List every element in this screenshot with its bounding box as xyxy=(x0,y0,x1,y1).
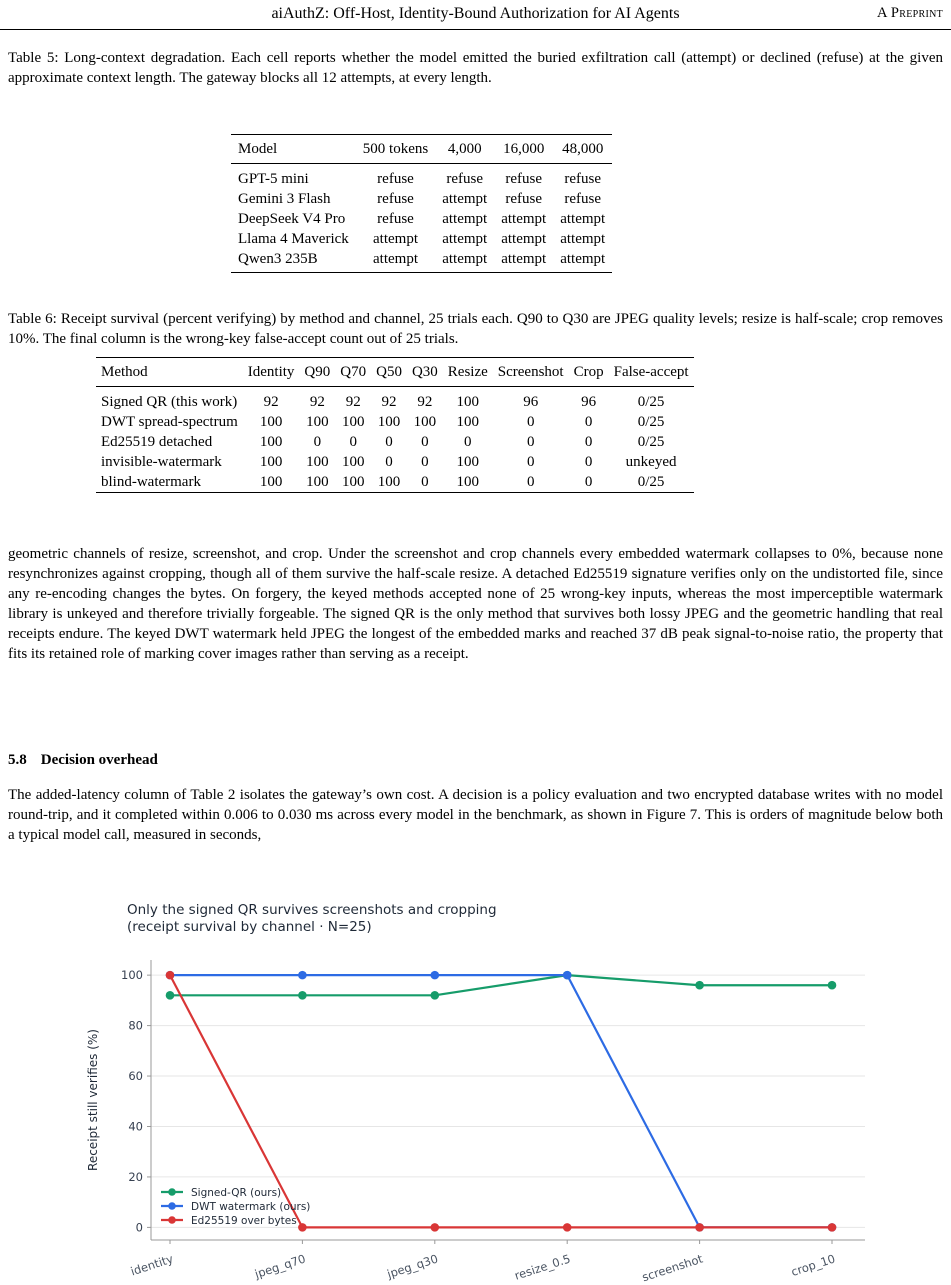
table-cell: 0 xyxy=(584,414,593,430)
table-cell: 100 xyxy=(456,414,480,430)
table-cell: 100 xyxy=(456,394,480,410)
table6-header-cell: Crop xyxy=(573,364,604,380)
table-cell: refuse xyxy=(377,211,414,227)
x-tick-label: resize_0.5 xyxy=(512,1251,573,1283)
table-cell: invisible-watermark xyxy=(101,454,222,470)
table-cell: GPT-5 mini xyxy=(238,171,309,187)
table-cell: 0/25 xyxy=(637,414,665,430)
table-cell: 100 xyxy=(259,414,283,430)
table-cell: attempt xyxy=(560,211,606,227)
series-line xyxy=(170,975,832,995)
data-point xyxy=(431,991,440,1000)
table-cell: Ed25519 detached xyxy=(101,434,213,450)
data-point xyxy=(563,1223,572,1232)
legend-swatch-marker xyxy=(168,1202,176,1210)
table-row xyxy=(231,209,612,229)
table-cell: attempt xyxy=(501,231,547,247)
running-header-title: aiAuthZ: Off-Host, Identity-Bound Authorization for AI Agents xyxy=(271,5,680,22)
table-cell: 0 xyxy=(385,434,393,450)
data-point xyxy=(563,971,572,980)
table-cell: 100 xyxy=(456,474,480,490)
table5-header-cell: 16,000 xyxy=(503,141,545,157)
table-cell: attempt xyxy=(373,251,418,267)
table-row xyxy=(96,472,694,493)
table-cell: 100 xyxy=(341,474,365,490)
y-tick-label: 20 xyxy=(128,1169,143,1184)
table-cell: Signed QR (this work) xyxy=(101,394,238,410)
data-point xyxy=(695,1223,704,1232)
table-cell: 0 xyxy=(421,434,429,450)
table-cell: 0/25 xyxy=(637,394,665,410)
data-point xyxy=(298,971,307,980)
table-cell: unkeyed xyxy=(625,454,677,470)
table-cell: blind-watermark xyxy=(101,474,201,490)
table-cell: 92 xyxy=(381,394,397,410)
table5-caption: Table 5: Long-context degradation. Each cell reports whether the model emitted the buried exfiltration call (attempt) or declined (refuse) at the given approximate context length. The gateway blocks all 12 attempts, at every length. xyxy=(8,50,943,86)
table-cell: 0 xyxy=(584,454,593,470)
x-tick-label: crop_10 xyxy=(789,1251,837,1279)
table5 xyxy=(231,134,612,273)
legend xyxy=(161,1187,310,1227)
legend-label: Ed25519 over bytes xyxy=(191,1214,297,1227)
table-cell: 100 xyxy=(306,454,329,470)
table-cell: 92 xyxy=(417,394,433,410)
survival-chart xyxy=(85,895,875,1285)
x-tick-label: identity xyxy=(128,1251,175,1279)
table6-header-cell: Identity xyxy=(247,364,295,380)
data-point xyxy=(695,981,704,990)
section-number: 5.8 xyxy=(8,752,27,768)
table-row xyxy=(96,412,694,432)
table-cell: 100 xyxy=(259,454,283,470)
table6-header-cell: Q30 xyxy=(411,364,438,380)
table6 xyxy=(96,357,694,493)
legend-label: Signed-QR (ours) xyxy=(191,1186,282,1199)
table-cell: 0 xyxy=(349,434,357,450)
chart-subtitle: (receipt survival by channel · N=25) xyxy=(127,919,372,935)
table-cell: attempt xyxy=(501,251,547,267)
table-cell: 100 xyxy=(377,414,401,430)
table5-header-cell: 48,000 xyxy=(562,141,604,157)
data-point xyxy=(431,1223,440,1232)
body-paragraph: The added-latency column of Table 2 isolates the gateway’s own cost. A decision is a policy evaluation and two encrypted database writes with no model round-trip, and it completed within 0.006 to 0.030 ms across every model in the benchmark, as shown in Figure 7. This is orders of magnitude below both a typical model call, measured in seconds, xyxy=(8,787,943,843)
table-cell: 96 xyxy=(523,394,539,410)
table-cell: DWT spread-spectrum xyxy=(101,414,238,430)
table-cell: attempt xyxy=(501,211,547,227)
section-heading xyxy=(8,752,158,769)
table6-header-cell: Method xyxy=(101,364,148,380)
table-row xyxy=(96,387,694,413)
table-cell: 100 xyxy=(456,454,480,470)
table5-header-row xyxy=(231,135,612,164)
chart-title: Only the signed QR survives screenshots and cropping xyxy=(127,902,497,918)
table-cell: refuse xyxy=(377,191,414,207)
table-cell: refuse xyxy=(564,191,602,207)
table6-header-cell: Q70 xyxy=(340,364,367,380)
table-cell: 92 xyxy=(345,394,361,410)
table-cell: 0 xyxy=(385,454,393,470)
table-cell: refuse xyxy=(505,171,543,187)
table-cell: 92 xyxy=(309,394,325,410)
table6-header-cell: Screenshot xyxy=(497,364,564,380)
table-cell: 100 xyxy=(259,474,283,490)
table-cell: 0 xyxy=(526,454,535,470)
preprint-label: A Preprint xyxy=(876,5,943,21)
table5-header-cell: Model xyxy=(238,141,278,157)
table-cell: 100 xyxy=(259,434,283,450)
y-tick-label: 40 xyxy=(128,1119,143,1134)
table6-header-cell: Resize xyxy=(447,364,488,380)
table-row xyxy=(96,432,694,452)
table-cell: attempt xyxy=(560,231,606,247)
table-cell: 0 xyxy=(421,474,429,490)
x-tick-label: jpeg_q30 xyxy=(385,1251,440,1282)
table-cell: 100 xyxy=(306,474,329,490)
table-cell: 0/25 xyxy=(637,434,665,450)
table-cell: 0 xyxy=(526,434,535,450)
table6-caption: Table 6: Receipt survival (percent verifying) by method and channel, 25 trials each. Q90 to Q30 are JPEG quality levels; resize is half-scale; crop removes 10%. The final column is the wrong-key false-accept count out of 25 trials. xyxy=(8,311,943,347)
running-header xyxy=(0,0,951,30)
axes xyxy=(86,960,865,1284)
table-cell: attempt xyxy=(442,231,488,247)
table-cell: 92 xyxy=(263,394,279,410)
table-cell: attempt xyxy=(442,211,488,227)
table-cell: 100 xyxy=(341,414,365,430)
table-cell: 0 xyxy=(526,474,535,490)
x-tick-label: screenshot xyxy=(640,1251,705,1285)
y-axis-label: Receipt still verifies (%) xyxy=(86,1029,100,1171)
table-cell: 100 xyxy=(413,414,437,430)
table-cell: 0 xyxy=(464,434,472,450)
table5-header-cell: 500 tokens xyxy=(362,141,429,157)
data-point xyxy=(298,991,307,1000)
table-cell: refuse xyxy=(505,191,543,207)
x-tick-label: jpeg_q70 xyxy=(253,1251,308,1282)
legend-swatch-marker xyxy=(168,1188,176,1196)
table-cell: 0 xyxy=(584,474,593,490)
table-cell: 96 xyxy=(581,394,597,410)
y-tick-label: 0 xyxy=(135,1220,143,1235)
table-row xyxy=(231,164,612,190)
data-point xyxy=(431,971,440,980)
table-cell: 100 xyxy=(306,414,329,430)
table-cell: attempt xyxy=(373,231,418,247)
table-cell: 0 xyxy=(421,454,429,470)
table-cell: Qwen3 235B xyxy=(238,251,318,267)
data-point xyxy=(828,1223,837,1232)
table-cell: 0 xyxy=(526,414,535,430)
table6-header-cell: Q90 xyxy=(304,364,331,380)
y-tick-label: 80 xyxy=(128,1018,143,1033)
table-row xyxy=(96,452,694,472)
data-point xyxy=(166,971,175,980)
body-paragraph: geometric channels of resize, screenshot, and crop. Under the screenshot and crop channels every embedded watermark collapses to 0%, because none resynchronizes against cropping, though all of them survive the half-scale resize. A detached Ed25519 signature verifies only on the undistorted file, since any re-encoding changes the bytes. On forgery, the keyed methods accepted none of 25 wrong-key inputs, whereas the most imperceptible watermark library is unkeyed and therefore trivially forgeable. The signed QR is the only method that survives both lossy JPEG and the geometric handling that real receipts endure. The keyed DWT watermark held JPEG the longest of the embedded marks and reached 37 dB peak signal-to-noise ratio, the property that fits its retained role of marking cover images rather than serving as a receipt. xyxy=(8,546,943,662)
table-row xyxy=(231,229,612,249)
section-title: Decision overhead xyxy=(40,752,158,768)
table-row xyxy=(231,249,612,273)
data-point xyxy=(166,991,175,1000)
table-cell: Llama 4 Maverick xyxy=(238,231,349,247)
table-cell: 100 xyxy=(341,454,365,470)
data-point xyxy=(828,981,837,990)
table6-header-cell: False-accept xyxy=(613,364,689,380)
table5-header-cell: 4,000 xyxy=(447,141,482,157)
table-cell: 100 xyxy=(377,474,401,490)
table-cell: refuse xyxy=(377,171,414,187)
table-cell: attempt xyxy=(442,251,488,267)
legend-label: DWT watermark (ours) xyxy=(191,1200,311,1213)
table-row xyxy=(231,189,612,209)
data-point xyxy=(298,1223,307,1232)
table-cell: DeepSeek V4 Pro xyxy=(238,211,346,227)
y-tick-label: 100 xyxy=(121,968,143,983)
table-cell: Gemini 3 Flash xyxy=(238,191,331,207)
table6-header-row xyxy=(96,358,694,387)
table-cell: refuse xyxy=(446,171,484,187)
table-cell: 0 xyxy=(313,434,322,450)
legend-swatch-marker xyxy=(168,1216,176,1224)
table-cell: attempt xyxy=(560,251,606,267)
table6-header-cell: Q50 xyxy=(376,364,402,380)
table-cell: attempt xyxy=(442,191,488,207)
table-cell: 0 xyxy=(584,434,593,450)
table-cell: 0/25 xyxy=(637,474,665,490)
table-cell: refuse xyxy=(564,171,602,187)
y-tick-label: 60 xyxy=(128,1069,143,1084)
